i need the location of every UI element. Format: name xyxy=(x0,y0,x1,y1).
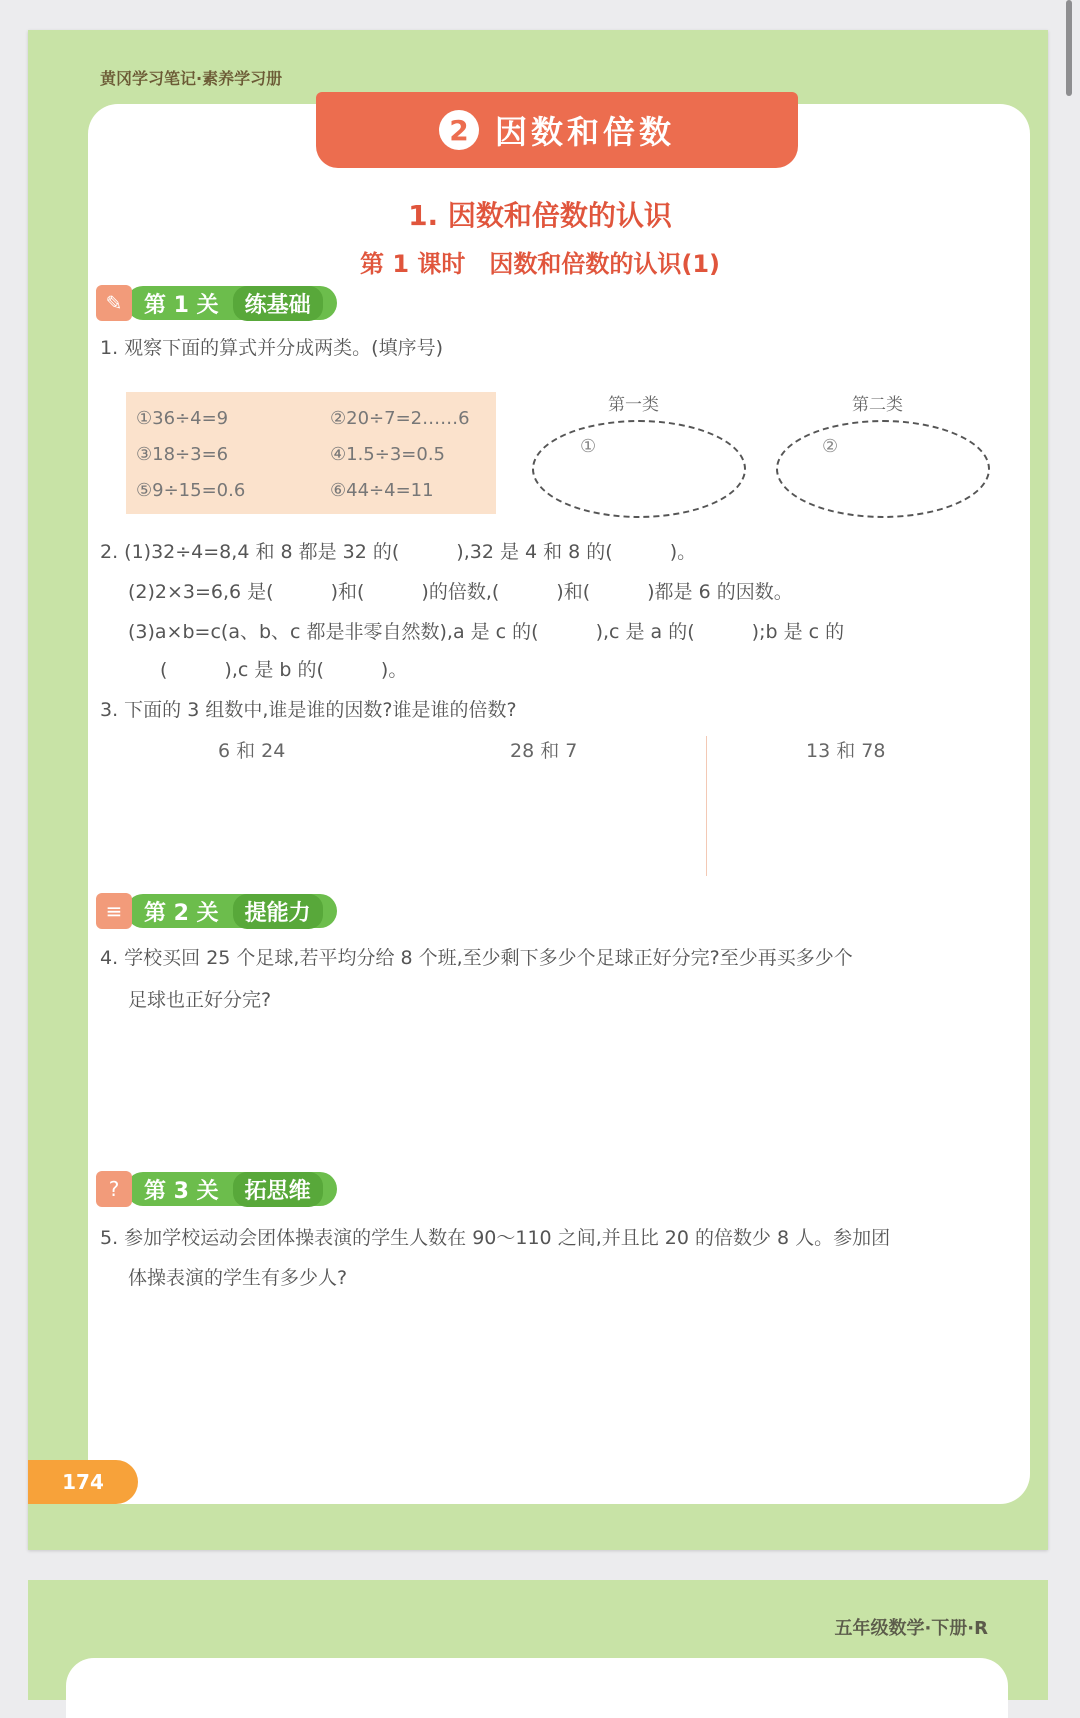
level-name: 提能力 xyxy=(233,894,323,929)
next-page-card xyxy=(66,1658,1008,1718)
level-2-header xyxy=(96,892,337,930)
level-pill xyxy=(126,1172,337,1206)
page-number: 174 xyxy=(28,1460,138,1504)
series-title: 黄冈学习笔记·素养学习册 xyxy=(100,69,283,88)
level-number: 第 3 关 xyxy=(144,1178,219,1204)
level-3-header xyxy=(96,1170,337,1208)
pair-2: 28 和 7 xyxy=(510,740,578,762)
level-pill xyxy=(126,286,337,320)
pair-1: 6 和 24 xyxy=(218,740,286,762)
question-4-line-2: 足球也正好分完? xyxy=(128,989,272,1011)
question-3: 3. 下面的 3 组数中,谁是谁的因数?谁是谁的倍数? xyxy=(100,699,517,721)
group-1-ellipse xyxy=(532,420,746,518)
formula-2: ②20÷7=2……6 xyxy=(330,408,470,429)
group-2-ellipse xyxy=(776,420,990,518)
lesson-title: 第 1 课时 因数和倍数的认识(1) xyxy=(359,250,721,278)
group-2-mark: ② xyxy=(822,436,839,457)
question-2-line-3: (3)a×b=c(a、b、c 都是非零自然数),a 是 c 的( ),c 是 a 的( );b 是 c 的 xyxy=(128,621,845,643)
level-1-header xyxy=(96,284,337,322)
question-2-line-2: (2)2×3=6,6 是( )和( )的倍数,( )和( )都是 6 的因数。 xyxy=(128,581,793,603)
group-2-label: 第二类 xyxy=(852,395,903,415)
chapter-banner xyxy=(316,92,798,168)
formula-5: ⑤9÷15=0.6 xyxy=(136,480,246,501)
level-number: 第 2 关 xyxy=(144,900,219,926)
level-name: 练基础 xyxy=(233,286,323,321)
pair-3: 13 和 78 xyxy=(806,740,886,762)
level-pill xyxy=(126,894,337,928)
question-2-line-1: 2. (1)32÷4=8,4 和 8 都是 32 的( ),32 是 4 和 8 的( )。 xyxy=(100,541,697,563)
formula-4: ④1.5÷3=0.5 xyxy=(330,444,446,465)
chapter-number: 2 xyxy=(439,110,479,150)
scrollbar[interactable] xyxy=(1066,0,1072,96)
chapter-title: 因数和倍数 xyxy=(494,113,675,151)
group-1-mark: ① xyxy=(580,436,597,457)
group-1-label: 第一类 xyxy=(608,395,659,415)
level-number: 第 1 关 xyxy=(144,292,219,318)
next-page-series-title: 五年级数学·下册·R xyxy=(834,1618,988,1639)
formula-1: ①36÷4=9 xyxy=(136,408,229,429)
question-2-line-4: ( ),c 是 b 的( )。 xyxy=(160,659,408,681)
books-icon: ≡ xyxy=(96,893,132,929)
next-page xyxy=(28,1580,1048,1700)
lightbulb-icon: ? xyxy=(96,1171,132,1207)
formula-3: ③18÷3=6 xyxy=(136,444,229,465)
question-1: 1. 观察下面的算式并分成两类。(填序号) xyxy=(100,337,443,359)
level-name: 拓思维 xyxy=(233,1172,323,1207)
section-title: 1. 因数和倍数的认识 xyxy=(408,199,672,232)
question-5-line-2: 体操表演的学生有多少人? xyxy=(128,1267,348,1289)
question-5-line-1: 5. 参加学校运动会团体操表演的学生人数在 90～110 之间,并且比 20 的倍数少 8 人。参加团 xyxy=(100,1227,891,1249)
question-4-line-1: 4. 学校买回 25 个足球,若平均分给 8 个班,至少剩下多少个足球正好分完?至少再买多少个 xyxy=(100,947,853,969)
answer-divider xyxy=(706,736,707,876)
book-icon: ✎ xyxy=(96,285,132,321)
formula-6: ⑥44÷4=11 xyxy=(330,480,434,501)
